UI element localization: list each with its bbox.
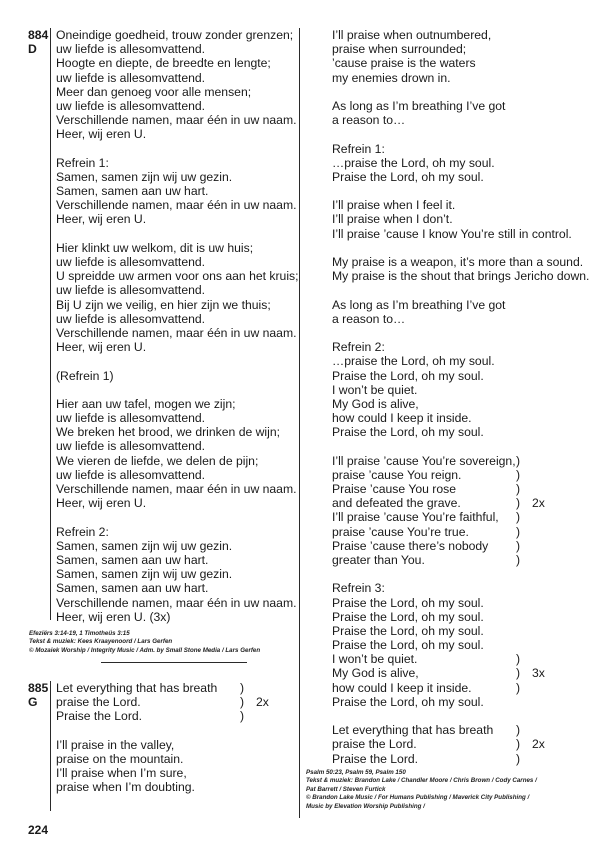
repeat-block [56,681,296,724]
lyric-line: Meer dan genoeg voor alle mensen; [56,84,252,99]
lyric-line: praise the Lord. [332,737,417,752]
lyric-line: I’ll praise ’cause You’re faithful, [332,510,499,525]
repeat-count [532,553,562,567]
song-separator-rule [101,662,247,663]
lyric-line: I’ll praise in the valley, [56,737,175,752]
lyric-line: praise ’cause You reign. [332,467,462,482]
stanza [56,240,299,355]
lyric-line: My praise is a weapon, it’s more than a sound. [332,255,584,269]
repeat-bracket [516,624,532,638]
repeat-bracket: ) [516,737,521,752]
lyric-line: Praise the Lord, oh my soul. [332,595,484,610]
lyric-line: Praise the Lord, oh my soul. [332,169,484,184]
lyric-line: Verschillende namen, maar één in uw naam. [56,198,297,213]
lyric-line: how could I keep it inside. [332,680,472,695]
repeat-bracket: ) [516,496,521,511]
stanza [332,340,594,439]
repeat-count [532,638,562,652]
lyric-line: praise the Lord. [56,695,141,710]
credit-line: Psalm 50:23, Psalm 59, Psalm 150 [306,769,406,776]
song-letter: G [28,695,38,710]
credit-line: Music by Elevation Worship Publishing / [306,802,425,810]
repeat-count: 3x [532,666,545,681]
lyric-line: As long as I’m breathing I’ve got [332,297,506,312]
left-column-rule [50,28,51,620]
repeat-bracket: ) [240,695,245,710]
lyric-line: a reason to… [332,113,406,128]
lyric-line: Praise the Lord, oh my soul. [332,368,484,383]
song-885-number [28,681,48,709]
lyric-line: Let everything that has breath [56,681,218,695]
song-letter: D [28,42,37,57]
lyric-line: I’ll praise when outnumbered, [332,28,492,42]
repeat-count [532,581,562,595]
lyric-line: Heer, wij eren U. [56,212,147,227]
repeat-count [532,624,562,638]
lyric-line: Refrein 1: [56,155,109,170]
page-number: 224 [28,823,49,837]
repeat-bracket: ) [516,723,521,738]
stanza [56,156,296,227]
repeat-bracket: ) [240,681,245,695]
credit-line: Pat Barrett / Steven Furtick [306,785,386,793]
stanza [332,255,594,283]
lyric-line: Samen, samen aan uw hart. [56,581,209,596]
lyric-line: We vieren de liefde, we delen de pijn; [56,453,259,468]
lyric-line: Heer, wij eren U. [56,340,147,355]
lyric-line: U spreidde uw armen voor ons aan het kruis; [56,269,299,284]
stanza [56,28,296,142]
repeat-bracket [516,610,532,624]
song-885-rule [50,681,51,811]
repeat-bracket: ) [516,552,521,567]
lyric-line: I’ll praise when I’m sure, [56,766,187,781]
lyric-line: Refrein 2: [332,340,385,355]
repeat-count [532,468,562,482]
repeat-bracket: ) [516,666,521,681]
repeat-count [532,752,562,766]
lyric-line: greater than You. [332,552,425,567]
lyric-line: uw liefde is allesomvattend. [56,467,206,482]
lyric-line: my enemies drown in. [332,70,451,85]
lyric-line: Refrein 3: [332,581,385,596]
repeat-count: 2x [532,737,545,752]
song-885-lyrics-left [56,681,296,809]
lyric-line: Praise the Lord, oh my soul. [332,425,484,440]
credit-line: © Brandon Lake Music / For Humans Publishing / Maverick City Publishing / [306,794,530,802]
repeat-count [532,652,562,666]
lyric-line: My praise is the shout that brings Jericho down. [332,269,590,284]
lyric-line: Samen, samen aan uw hart. [56,552,209,567]
lyric-line: and defeated the grave. [332,496,461,511]
lyric-line: We breken het brood, we drinken de wijn; [56,425,281,440]
lyric-line: uw liefde is allesomvattend. [56,283,206,298]
lyric-line: Heer, wij eren U. [56,496,147,511]
lyric-line: praise on the mountain. [56,751,184,766]
lyric-line: Praise the Lord, oh my soul. [332,623,484,638]
lyric-line: Hoogte en diepte, de breedte en lengte; [56,56,271,71]
lyric-line: Verschillende namen, maar één in uw naam. [56,325,297,340]
stanza [56,525,296,624]
center-column-rule [299,28,300,818]
credit-line: © Mozaiek Worship / Integrity Music / Adm. by Small Stone Media / Lars Gerfen [29,646,261,654]
repeat-bracket [516,596,532,610]
lyric-line: Praise ’cause there’s nobody [332,538,489,553]
lyric-line: Samen, samen zijn wij uw gezin. [56,538,233,553]
lyric-line: (Refrein 1) [56,368,114,383]
stanza [56,397,296,511]
lyric-line: how could I keep it inside. [332,411,472,426]
repeat-count [256,709,286,723]
lyric-line: Samen, samen zijn wij uw gezin. [56,169,233,184]
repeat-count [256,681,286,695]
repeat-bracket: ) [516,652,521,667]
lyric-line: Praise ’cause You rose [332,482,456,496]
lyric-line: Praise the Lord. [56,709,143,724]
lyric-line: My God is alive, [332,396,419,411]
repeat-count [532,510,562,524]
lyric-line: praise ’cause You’re true. [332,524,469,539]
lyric-line: Samen, samen zijn wij uw gezin. [56,567,233,582]
lyric-line: uw liefde is allesomvattend. [56,98,206,113]
lyric-line: Hier aan uw tafel, mogen we zijn; [56,396,236,411]
song-number: 884 [28,28,49,42]
lyric-line: Hier klinkt uw welkom, dit is uw huis; [56,240,254,255]
stanza [56,369,296,383]
lyric-line: I won’t be quiet. [332,382,418,397]
stanza [56,738,296,795]
lyric-line: Bij U zijn we veilig, en hier zijn we thuis; [56,297,271,312]
repeat-count: 2x [532,496,545,511]
stanza [332,298,594,326]
lyric-line: Praise the Lord, oh my soul. [332,638,484,653]
repeat-bracket: ) [516,751,521,766]
credit-line: Efeziërs 3:14-19, 1 Timotheüs 3:15 [29,630,130,637]
repeat-bracket [516,638,532,652]
lyric-line: I’ll praise when I feel it. [332,198,456,213]
lyric-line: I’ll praise ’cause I know You’re still in control. [332,226,572,241]
repeat-block [332,581,594,709]
lyric-line: Praise the Lord. [332,751,419,766]
song-885-credits [306,769,537,811]
stanza [332,28,594,85]
repeat-bracket: ) [516,680,521,695]
repeat-bracket: ) [516,453,521,468]
lyric-line: Heer, wij eren U. [56,127,147,142]
repeat-bracket: ) [516,538,521,553]
repeat-count [532,695,562,709]
lyric-line: …praise the Lord, oh my soul. [332,155,495,170]
credit-line: Tekst & muziek: Kees Kraayenoord / Lars Gerfen [29,638,173,646]
lyric-line: Refrein 1: [332,141,385,156]
repeat-block [332,723,594,766]
lyric-line: I’ll praise when I don’t. [332,212,453,227]
lyric-line: Refrein 2: [56,524,109,539]
repeat-bracket: ) [516,467,521,482]
repeat-bracket: ) [516,524,521,539]
repeat-count [532,525,562,539]
stanza [332,142,594,185]
repeat-count [532,610,562,624]
repeat-count [532,681,562,695]
repeat-bracket: ) [240,709,245,724]
lyric-line: uw liefde is allesomvattend. [56,311,206,326]
repeat-bracket: ) [516,482,521,496]
lyric-line: Samen, samen aan uw hart. [56,184,209,199]
lyric-line: praise when I’m doubting. [56,780,195,795]
credit-line: Tekst & muziek: Brandon Lake / Chandler Moore / Chris Brown / Cody Carnes / [306,777,537,785]
repeat-count [532,539,562,553]
repeat-count [532,454,562,468]
stanza [332,198,594,241]
lyric-line: Praise the Lord, oh my soul. [332,609,484,624]
lyric-line: I won’t be quiet. [332,652,418,667]
lyric-line: Praise the Lord, oh my soul. [332,694,484,709]
repeat-bracket [516,581,532,595]
lyric-line: Heer, wij eren U. (3x) [56,609,171,624]
repeat-bracket [516,695,532,709]
lyric-line: uw liefde is allesomvattend. [56,70,206,85]
lyric-line: Verschillende namen, maar één in uw naam. [56,595,297,610]
lyric-line: I’ll praise ’cause You’re sovereign, [332,453,516,468]
stanza [332,99,594,127]
lyric-line: a reason to… [332,311,406,326]
song-number: 885 [28,681,49,695]
repeat-count [532,723,562,737]
lyric-line: Verschillende namen, maar één in uw naam. [56,482,297,496]
lyric-line: praise when surrounded; [332,42,467,57]
repeat-count: 2x [256,695,269,710]
song-884-lyrics [56,28,299,638]
lyric-line: Oneindige goedheid, trouw zonder grenzen; [56,28,294,42]
song-885-lyrics-right [332,28,594,780]
lyric-line: ’cause praise is the waters [332,56,476,71]
repeat-count [532,482,562,496]
lyric-line: Let everything that has breath [332,723,494,738]
repeat-block [332,454,594,568]
song-884-credits [29,630,260,655]
lyric-line: …praise the Lord, oh my soul. [332,354,495,369]
lyric-line: My God is alive, [332,666,419,681]
repeat-count [532,596,562,610]
lyric-line: Verschillende namen, maar één in uw naam. [56,113,297,128]
lyric-line: uw liefde is allesomvattend. [56,42,206,57]
lyric-line: uw liefde is allesomvattend. [56,439,206,454]
lyric-line: uw liefde is allesomvattend. [56,255,206,269]
song-884-number [28,28,48,56]
lyric-line: As long as I’m breathing I’ve got [332,98,506,113]
repeat-bracket: ) [516,510,521,525]
lyric-line: uw liefde is allesomvattend. [56,411,206,426]
